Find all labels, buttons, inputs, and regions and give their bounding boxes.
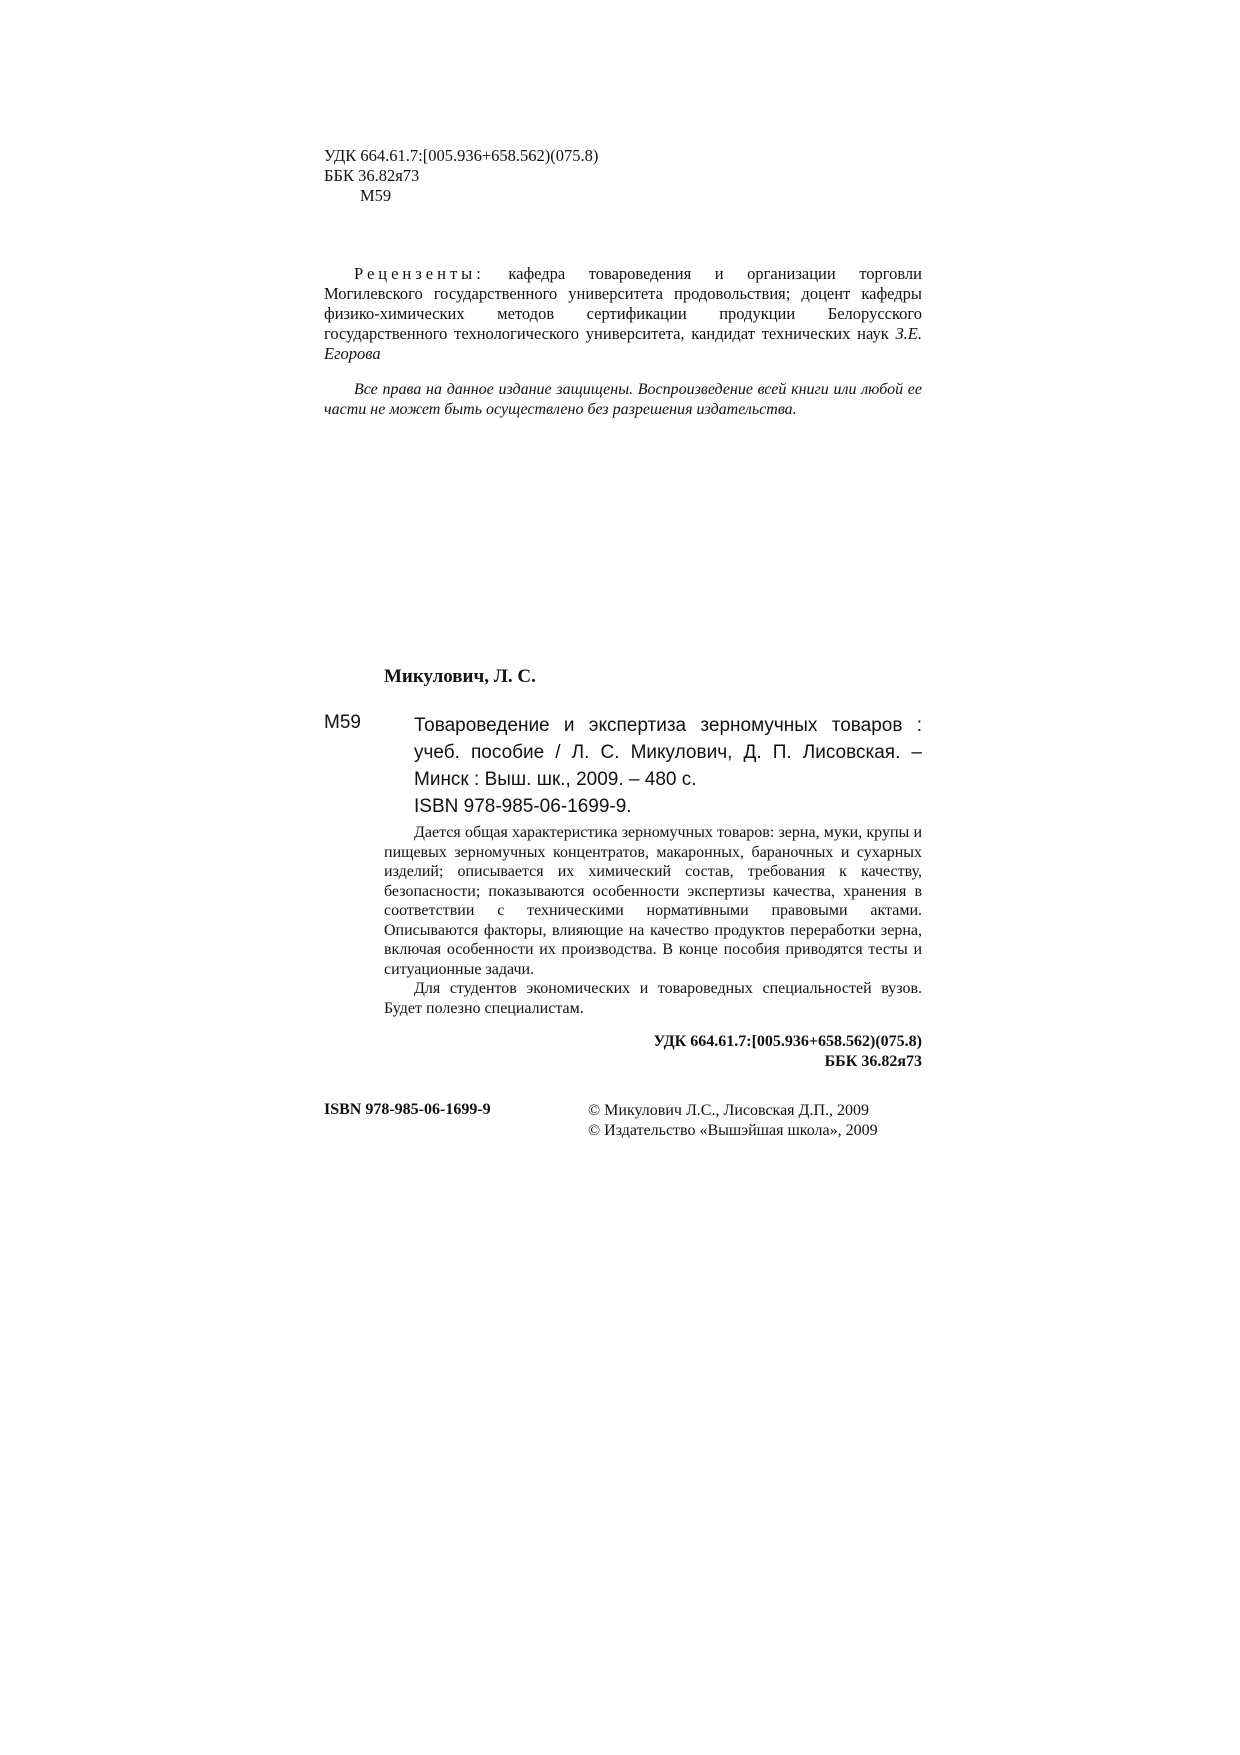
annotation [384, 823, 922, 1018]
bibliographic-isbn: ISBN 978-985-06-1699-9. [414, 796, 632, 817]
top-classification [324, 146, 598, 206]
reviewers-paragraph [324, 264, 922, 364]
annotation-paragraph-1: Дается общая характеристика зерномучных товаров: зерна, муки, крупы и пищевых зерномучных концентратов, макаронных, бараночных и сухарных изделий; описывается их химический состав, требования к качеству, безопасности; показываются особенности экспертизы качества, хранения в соответствии с техническими нормативными правовыми актами. Описываются факторы, влияющие на качество продуктов переработки зерна, включая особенности их производства. В конце пособия приводятся тесты и ситуационные задачи. [384, 824, 922, 978]
bibliographic-record [414, 712, 922, 820]
bbk-code: ББК 36.82я73 [324, 166, 420, 185]
reviewers-label: Рецензенты: [354, 264, 485, 283]
annotation-paragraph-2: Для студентов экономических и товароведных специальностей вузов. Будет полезно специалистам. [384, 980, 922, 1017]
reviewer-name: З.Е. Егорова [324, 324, 922, 363]
copyright-authors: © Микулович Л.С., Лисовская Д.П., 2009 [588, 1102, 869, 1119]
udk-code: УДК 664.61.7:[005.936+658.562)(075.8) [324, 146, 599, 165]
isbn-bottom: ISBN 978-985-06-1699-9 [324, 1101, 491, 1118]
card-code: М59 [324, 712, 361, 733]
udk-code-right: УДК 664.61.7:[005.936+658.562)(075.8) [653, 1033, 922, 1050]
copyright-publisher: © Издательство «Вышэйшая школа», 2009 [588, 1122, 878, 1139]
copyright-block [588, 1101, 878, 1141]
rights-notice: Все права на данное издание защищены. Воспроизведение всей книги или любой ее части не может быть осуществлено без разрешения издательства. [324, 381, 922, 418]
bibliographic-title: Товароведение и экспертиза зерномучных товаров : учеб. пособие / Л. С. Микулович, Д. П. Лисовская. – Минск : Выш. шк., 2009. – 480 с. [414, 715, 922, 790]
author-mark: М59 [360, 186, 392, 205]
bbk-code-right: ББК 36.82я73 [824, 1053, 922, 1070]
card-author: Микулович, Л. С. [384, 666, 536, 687]
classification-codes-right [600, 1032, 922, 1072]
reviewers-text: кафедра товароведения и организации торговли Могилевского государственного университета продовольствия; доцент кафедры физико-химических методов сертификации продукции Белорусского государственного технологического университета, кандидат технических наук [324, 264, 922, 343]
